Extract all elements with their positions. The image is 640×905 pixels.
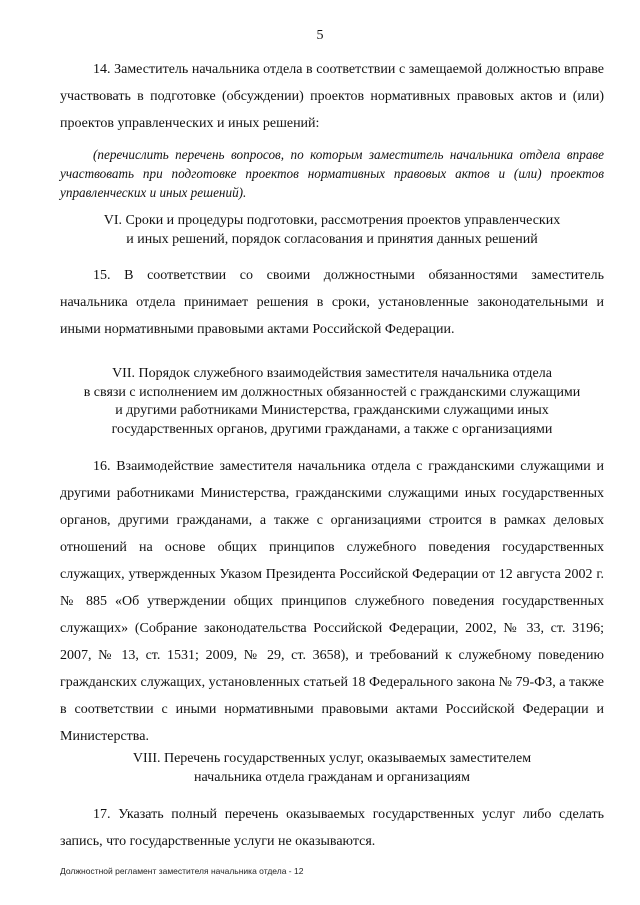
section-7-heading-line: VII. Порядок служебного взаимодействия заместителя начальника отдела — [112, 366, 552, 381]
document-body — [60, 56, 604, 855]
footer-text: Должностной регламент заместителя начальника отдела - 12 — [60, 866, 304, 876]
section-7-heading-line: в связи с исполнением им должностных обязанностей с гражданскими служащими — [83, 384, 581, 400]
section-6-heading — [60, 212, 604, 249]
section-8-heading-line: начальника отдела гражданам и организациям — [194, 769, 470, 785]
paragraph-14-note: (перечислить перечень вопросов, по которым заместитель начальника отдела вправе участвовать при подготовке проектов нормативных правовых актов и (или) проектов управленческих и иных решений). — [60, 147, 604, 200]
section-7-heading-line: государственных органов, другими гражданами, а также с организациями — [111, 421, 553, 437]
paragraph-14: 14. Заместитель начальника отдела в соответствии с замещаемой должностью вправе участвовать в подготовке (обсуждении) проектов нормативных правовых актов и (или) проектов управленческих и иных решений: — [60, 62, 604, 131]
paragraph-17: 17. Указать полный перечень оказываемых государственных услуг либо сделать запись, что государственные услуги не оказываются. — [60, 807, 604, 849]
paragraph-16: 16. Взаимодействие заместителя начальника отдела с гражданскими служащими и другими работниками Министерства, гражданскими служащими иных государственных органов, другими гражданами, а также с организациями строится в рамках деловых отношений на основе общих принципов служебного поведения государственных служащих, утвержденных Указом Президента Российской Федерации от 12 августа 2002 г. № 885 «Об утверждении общих принципов служебного поведения государственных служащих» (Собрание законодательства Российской Федерации, 2002, № 33, ст. 3196; 2007, № 13, ст. 1531; 2009, № 29, ст. 3658), и требований к служебному поведению гражданских служащих, установленных статьей 18 Федерального закона № 79-ФЗ, а также в соответствии с иными нормативными правовыми актами Российской Федерации и Министерства. — [60, 459, 604, 744]
page-number: 5 — [316, 28, 324, 43]
section-6-heading-line: и иных решений, порядок согласования и принятия данных решений — [126, 231, 538, 247]
paragraph-15: 15. В соответствии со своими должностными обязанностями заместитель начальника отдела принимает решения в сроки, установленные законодательными и иными нормативными правовыми актами Российской Федерации. — [60, 268, 604, 337]
section-7-heading-line: и другими работниками Министерства, гражданскими служащими иных — [115, 403, 549, 418]
section-6-heading-line: VI. Сроки и процедуры подготовки, рассмотрения проектов управленческих — [103, 213, 561, 228]
section-8-heading-line: VIII. Перечень государственных услуг, оказываемых заместителем — [132, 751, 532, 766]
section-8-heading — [60, 750, 604, 787]
section-7-heading — [60, 365, 604, 439]
